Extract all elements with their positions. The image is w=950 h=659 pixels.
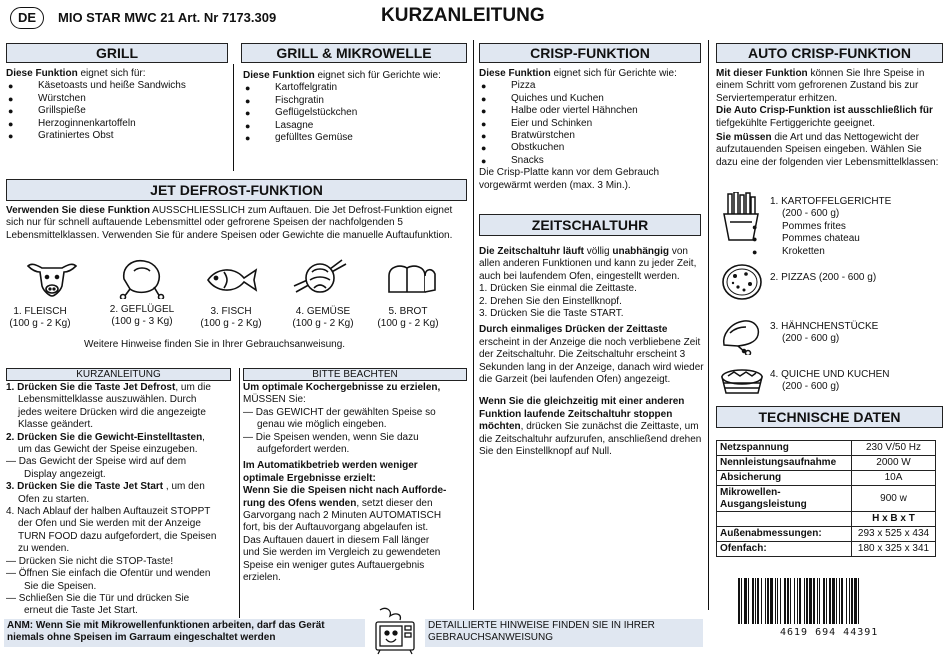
barcode-bar <box>839 578 840 624</box>
barcode-bar <box>755 578 756 624</box>
note-line: aufgefordert werden. <box>257 444 350 456</box>
fish-icon <box>204 264 260 296</box>
class-range: (200 - 600 g) <box>782 333 840 345</box>
barcode-bar <box>826 578 827 624</box>
list-item: ● Geflügelstückchen <box>243 107 471 119</box>
step-line: TURN FOOD dazu aufgefordert, die Speisen <box>18 530 217 542</box>
note-line: Garvorgang nach 2 Minuten AUTOMATISCH <box>243 510 442 522</box>
barcode <box>736 578 942 626</box>
timer-header: ZEITSCHALTUHR <box>479 214 701 236</box>
barcode-bar <box>780 578 781 624</box>
barcode-bar <box>741 578 742 624</box>
table-cell: 900 w <box>852 486 936 512</box>
barcode-bar <box>832 578 835 624</box>
timer-p3: Wenn Sie die gleichzeitig mit einer anderen Funktion laufende Zeitschaltuhr stoppen möchten, drücken Sie zunächst die Zeittaste, um die Zeitschaltuhr aufzurufen, anschließend drehen Sie den Einstellknopf auf Null. <box>479 396 702 458</box>
note-line: Wenn Sie die Speisen nicht nach Auffordе- <box>243 485 447 497</box>
grill-micro-intro: Diese Funktion eignet sich für Gerichte wie: <box>243 70 441 81</box>
grill-section <box>6 68 232 142</box>
table-cell: H x B x T <box>852 512 936 527</box>
class-range: (100 g - 2 Kg) <box>377 318 439 329</box>
note-line: Das Auftauen dauert in diesem Fall länger <box>243 534 430 546</box>
column-divider <box>239 368 240 618</box>
list-item: ● Pizza <box>479 80 703 92</box>
barcode-bar <box>858 578 859 624</box>
class-items <box>750 221 945 258</box>
barcode-bar <box>836 578 837 624</box>
class-name: 5. BROT <box>388 306 428 317</box>
note-line: — Das GEWICHT der gewählten Speise so <box>243 406 436 418</box>
barcode-bar <box>846 578 847 624</box>
timer-step: 3. Drücken Sie die Taste START. <box>479 308 624 320</box>
class-name: 4. GEMÜSE <box>295 306 351 317</box>
class-range: (200 - 600 g) <box>782 381 840 393</box>
barcode-bar <box>765 578 766 624</box>
step-line: jedes weitere Drücken wird die angezeigte <box>18 406 206 418</box>
table-row <box>717 441 936 456</box>
step-line: der Ofen und Sie werden mit der Anzeige <box>18 518 201 530</box>
jet-class-3 <box>193 306 269 330</box>
step-3: 3. Drücken Sie die Taste Jet Start , um den <box>6 481 205 493</box>
table-cell: 2000 W <box>852 456 936 471</box>
poultry-icon <box>118 253 166 299</box>
note-line: rung des Ofens wenden, setzt dieser den <box>243 497 433 509</box>
table-cell <box>717 512 852 527</box>
class-range: (100 g - 2 Kg) <box>292 318 354 329</box>
barcode-bar <box>806 578 808 624</box>
table-cell: Netzspannung <box>717 441 852 456</box>
timer-section <box>479 246 705 459</box>
barcode-bar <box>797 578 798 624</box>
model-number: MIO STAR MWC 21 Art. Nr 7173.309 <box>58 10 277 25</box>
bitte-header: BITTE BEACHTEN <box>243 368 467 381</box>
chicken-leg-icon <box>720 315 766 355</box>
step-line: — Drücken Sie nicht die STOP-Taste! <box>6 555 174 567</box>
barcode-bar <box>748 578 749 624</box>
step-line: um das Gewicht der Speise einzugeben. <box>18 444 198 456</box>
crisp-intro: Diese Funktion eignet sich für Gerichte wie: <box>479 68 677 79</box>
step-line: — Schließen Sie die Tür und drücken Sie <box>6 592 190 604</box>
pizza-icon <box>720 262 764 302</box>
barcode-bar <box>804 578 805 624</box>
class-name: 2. GEFLÜGEL <box>109 304 175 315</box>
auto-crisp-class-2: 2. PIZZAS (200 - 600 g) <box>770 272 877 283</box>
page-title: KURZANLEITUNG <box>381 5 545 26</box>
barcode-bar <box>851 578 853 624</box>
barcode-bar <box>744 578 747 624</box>
table-cell: Außenabmessungen: <box>717 527 852 542</box>
barcode-bar <box>817 578 818 624</box>
step-2: 2. Drücken Sie die Gewicht-Einstelltasten, <box>6 431 205 443</box>
step-line: Ofen zu starten. <box>18 493 90 505</box>
kurz-header: KURZANLEITUNG <box>6 368 231 381</box>
microwave-mascot-icon <box>370 606 420 656</box>
class-range: (100 g - 2 Kg) <box>9 318 71 329</box>
quiche-icon <box>718 363 766 399</box>
step-1: 1. Drücken Sie die Taste Jet Defrost, um die <box>6 382 211 393</box>
grill-intro: Diese Funktion eignet sich für: <box>6 68 146 79</box>
details-box: DETAILLIERTE HINWEISE FINDEN SIE IN IHRER GEBRAUCHSANWEISUNG <box>425 619 703 647</box>
step-4: 4. Nach Ablauf der halben Auftauzeit STOPPT <box>6 506 211 518</box>
auto-crisp-class-3 <box>770 321 878 346</box>
barcode-bar <box>787 578 789 624</box>
table-row <box>717 486 936 512</box>
step-line: Lebensmittelklasse auszuwählen. Durch <box>18 394 197 406</box>
timer-step: 1. Drücken Sie einmal die Zeittaste. <box>479 283 637 295</box>
grill-micro-header: GRILL & MIKROWELLE <box>241 43 467 63</box>
class-range: (200 - 600 g) <box>782 208 840 220</box>
barcode-bar <box>777 578 778 624</box>
class-title: 1. KARTOFFELGERICHTE <box>770 196 892 207</box>
list-item: ● Pommes frites <box>750 221 945 233</box>
class-title: 4. QUICHE UND KUCHEN <box>770 369 890 380</box>
barcode-bar <box>813 578 815 624</box>
table-row <box>717 542 936 557</box>
table-cell: Mikrowellen- Ausgangsleistung <box>717 486 852 512</box>
barcode-bar <box>809 578 812 624</box>
auto-crisp-p3: Sie müssen die Art und das Nettogewicht der aufzutauenden Speisen eingeben. Wählen Sie dazu eine der folgenden vier Lebensmittelklassen: <box>716 132 939 168</box>
table-cell: 180 x 325 x 341 <box>852 542 936 557</box>
note-line: fort, bis der Auftauvorgang abgelaufen ist. <box>243 522 429 534</box>
bitte-section <box>243 382 471 585</box>
class-range: (100 g - 3 Kg) <box>111 316 173 327</box>
grill-header: GRILL <box>6 43 228 63</box>
table-row <box>717 456 936 471</box>
table-cell: Ofenfach: <box>717 542 852 557</box>
list-item: ● Snacks <box>479 155 703 167</box>
barcode-bar <box>738 578 740 624</box>
table-cell: 10A <box>852 471 936 486</box>
timer-p2: Durch einmaliges Drücken der Zeittaste erscheint in der Anzeige die noch verbliebene Zeit der Zeitschaltuhr. Die Zeitschaltuhr erscheint 3 Sekunden lang in der Anzeige, danach wird wieder die Garzeit (bei laufenden Ofen) angezeigt. <box>479 324 704 386</box>
tech-header: TECHNISCHE DATEN <box>716 406 943 428</box>
class-range: (100 g - 2 Kg) <box>200 318 262 329</box>
note-line: Speise ein weniger gutes Auftauergebnis <box>243 559 425 571</box>
barcode-bar <box>799 578 801 624</box>
barcode-bar <box>775 578 776 624</box>
crisp-section <box>479 68 703 192</box>
jet-class-5 <box>370 306 446 330</box>
auto-crisp-intro <box>716 68 944 169</box>
crisp-header: CRISP-FUNKTION <box>479 43 701 63</box>
barcode-bar <box>761 578 762 624</box>
class-name: 1. FLEISCH <box>13 306 67 317</box>
list-item: ● Herzoginnenkartoffeln <box>6 118 232 130</box>
table-cell: Nennleistungsaufnahme <box>717 456 852 471</box>
note-line: Im Automatikbetrieb werden weniger <box>243 460 418 472</box>
step-line: — Öffnen Sie einfach die Ofentür und wenden <box>6 568 211 580</box>
list-item: ● Eier und Schinken <box>479 118 703 130</box>
jet-class-1 <box>4 306 76 330</box>
barcode-number: 4619 694 44391 <box>780 627 879 638</box>
auto-crisp-p1: Mit dieser Funktion können Sie Ihre Speise in einem Schritt vom gefrorenen Zustand bis zur Serviertemperatur erhitzen. <box>716 68 925 104</box>
barcode-bar <box>757 578 759 624</box>
list-item: ● Kartoffelgratin <box>243 82 471 94</box>
barcode-bar <box>794 578 795 624</box>
table-cell: 293 x 525 x 434 <box>852 527 936 542</box>
auto-crisp-class-1 <box>770 196 945 258</box>
list-item: ● Fischgratin <box>243 95 471 107</box>
note-line: erzielen. <box>243 572 281 584</box>
step-line: zu wenden. <box>18 543 70 555</box>
table-cell: Absicherung <box>717 471 852 486</box>
language-badge: DE <box>10 7 44 29</box>
tech-table <box>716 440 936 557</box>
barcode-bar <box>841 578 843 624</box>
barcode-bar <box>770 578 773 624</box>
class-title: 3. HÄHNCHENSTÜCKE <box>770 321 879 332</box>
note-line: genau wie möglich eingeben. <box>257 419 387 431</box>
step-line: erneut die Taste Jet Start. <box>24 605 138 617</box>
step-line: — Das Gewicht der Speise wird auf dem <box>6 456 187 468</box>
barcode-bar <box>790 578 791 624</box>
barcode-bar <box>849 578 850 624</box>
table-cell: 230 V/50 Hz <box>852 441 936 456</box>
jet-class-2 <box>103 304 181 328</box>
column-divider <box>708 40 709 610</box>
list-item: ● Käsetoasts und heiße Sandwichs <box>6 80 232 92</box>
column-divider <box>473 40 474 610</box>
grill-micro-section <box>243 70 471 144</box>
barcode-bar <box>829 578 831 624</box>
note-line: Um optimale Kochergebnisse zu erzielen, <box>243 382 441 393</box>
barcode-bar <box>854 578 857 624</box>
column-divider <box>233 64 234 171</box>
note-line: optimale Ergebnisse erzielt: <box>243 472 376 484</box>
list-item: ● Pommes chateau <box>750 233 945 245</box>
note-line: und Sie werden im Vergleich zu gewendeten <box>243 547 441 559</box>
step-line: Sie die Speisen. <box>24 580 97 592</box>
note-line: — Die Speisen wenden, wenn Sie dazu <box>243 431 419 443</box>
cow-head-icon <box>24 258 80 298</box>
table-row <box>717 471 936 486</box>
warning-box: ANM: Wenn Sie mit Mikrowellenfunktionen arbeiten, darf das Gerät niemals ohne Speisen im Garraum eingeschaltet werden <box>4 619 365 647</box>
note-line: MÜSSEN Sie: <box>243 394 306 406</box>
crisp-list <box>479 80 703 167</box>
crisp-note: Die Crisp-Platte kann vor dem Gebrauch vorgewärmt werden (max. 3 Min.). <box>479 167 660 191</box>
kurz-steps <box>6 382 237 618</box>
tech-table-wrapper <box>716 440 936 557</box>
vegetable-icon <box>290 256 350 298</box>
list-item: ● Bratwürstchen <box>479 130 703 142</box>
list-item: ● Gratiniertes Obst <box>6 130 232 142</box>
barcode-bar <box>752 578 754 624</box>
barcode-bar <box>823 578 825 624</box>
list-item: ● Würstchen <box>6 93 232 105</box>
grill-micro-list <box>243 82 471 144</box>
timer-p1: Die Zeitschaltuhr läuft völlig unabhängig von allen anderen Funktionen und kann zu jeder Zeit, auch bei laufendem Ofen, eingestellt werden. <box>479 246 697 282</box>
step-line: Display angezeigt. <box>24 468 106 480</box>
table-row <box>717 512 936 527</box>
grill-list <box>6 80 232 142</box>
jet-defrost-intro: Verwenden Sie diese Funktion AUSSCHLIESSLICH zum Auftauen. Die Jet Defrost-Funktion eignet sich nur für schnell auftauende Lebensmittel oder gefrorene Speisen der nachfolgenden 5 Lebensmittelklassen. Verwenden Sie für andere Speisen oder Gewichte die manuelle Auftaufunktion. <box>6 205 453 241</box>
jet-defrost-footer: Weitere Hinweise finden Sie in Ihrer Gebrauchsanweisung. <box>84 339 346 350</box>
barcode-bar <box>784 578 786 624</box>
auto-crisp-p2: Die Auto Crisp-Funktion ist ausschließlich für tiefgekühlte Fertiggerichte geeignet. <box>716 105 933 129</box>
barcode-bar <box>819 578 820 624</box>
table-row <box>717 527 936 542</box>
list-item: ● Kroketten <box>750 246 945 258</box>
jet-class-4 <box>285 306 361 330</box>
auto-crisp-class-4 <box>770 369 889 394</box>
class-name: 3. FISCH <box>210 306 252 317</box>
list-item: ● gefülltes Gemüse <box>243 132 471 144</box>
auto-crisp-header: AUTO CRISP-FUNKTION <box>716 43 943 63</box>
timer-step: 2. Drehen Sie den Einstellknopf. <box>479 295 622 307</box>
barcode-bar <box>767 578 769 624</box>
list-item: ● Obstkuchen <box>479 142 703 154</box>
list-item: ● Halbe oder viertel Hähnchen <box>479 105 703 117</box>
list-item: ● Quiches und Kuchen <box>479 93 703 105</box>
step-line: Klasse geändert. <box>18 419 94 431</box>
jet-defrost-header: JET DEFROST-FUNKTION <box>6 179 467 201</box>
list-item: ● Lasagne <box>243 120 471 132</box>
list-item: ● Grillspieße <box>6 105 232 117</box>
bread-icon <box>385 260 437 296</box>
